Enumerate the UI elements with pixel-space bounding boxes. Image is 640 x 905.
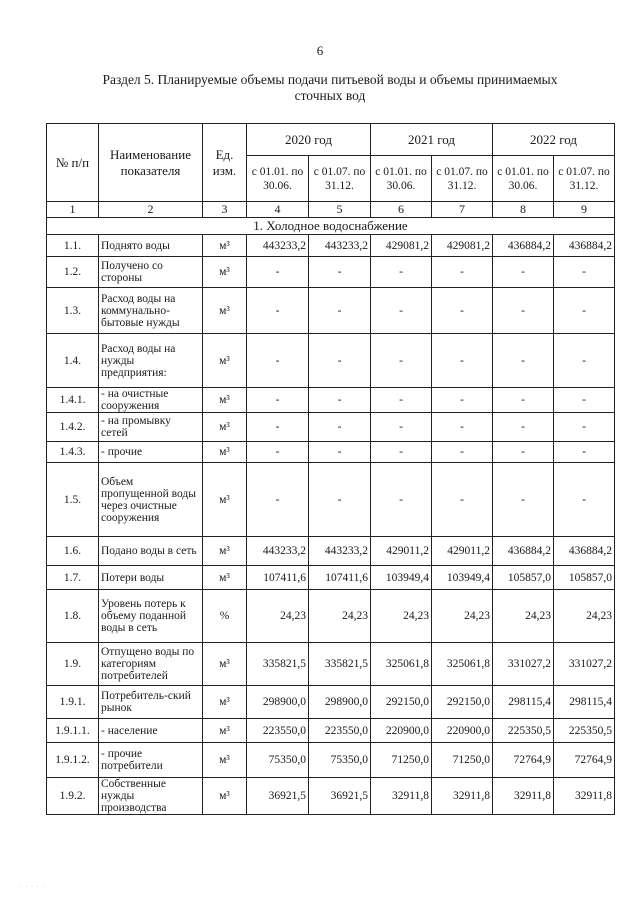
row-indicator-name: Отпущено воды по категориям потребителей xyxy=(99,643,203,686)
row-value: - xyxy=(371,442,432,463)
row-value: 24,23 xyxy=(493,590,554,643)
row-value: - xyxy=(309,257,371,288)
row-value: 223550,0 xyxy=(309,719,371,743)
row-value: 71250,0 xyxy=(371,743,432,778)
section-title: 1. Холодное водоснабжение xyxy=(47,218,615,235)
table-row xyxy=(47,288,615,334)
row-indicator-name: Расход воды на коммунально-бытовые нужды xyxy=(99,288,203,334)
row-unit: м³ xyxy=(203,235,247,257)
row-value: - xyxy=(493,288,554,334)
table-row xyxy=(47,719,615,743)
row-indicator-name: - на промывку сетей xyxy=(99,413,203,442)
column-index: 4 xyxy=(247,202,309,218)
row-unit: м³ xyxy=(203,566,247,590)
row-value: 223550,0 xyxy=(247,719,309,743)
row-value: 36921,5 xyxy=(309,778,371,815)
row-indicator-name: Поднято воды xyxy=(99,235,203,257)
header-row-years xyxy=(47,124,615,156)
row-value: - xyxy=(432,413,493,442)
row-value: 32911,8 xyxy=(432,778,493,815)
row-value: 443233,2 xyxy=(247,537,309,566)
page-number: 6 xyxy=(316,43,324,58)
row-number: 1.3. xyxy=(47,288,99,334)
row-number: 1.4.2. xyxy=(47,413,99,442)
row-value: - xyxy=(371,463,432,537)
row-value: 72764,9 xyxy=(554,743,615,778)
row-value: 298115,4 xyxy=(554,686,615,719)
row-indicator-name: Уровень потерь к объему поданной воды в сеть xyxy=(99,590,203,643)
row-indicator-name: Получено со стороны xyxy=(99,257,203,288)
row-number: 1.1. xyxy=(47,235,99,257)
row-value: - xyxy=(247,442,309,463)
row-value: - xyxy=(493,463,554,537)
row-value: 436884,2 xyxy=(554,235,615,257)
header-year-2022: 2022 год xyxy=(493,124,615,156)
row-value: 436884,2 xyxy=(493,235,554,257)
table-row xyxy=(47,537,615,566)
water-volume-table xyxy=(46,123,615,815)
row-value: 105857,0 xyxy=(554,566,615,590)
row-value: 429011,2 xyxy=(432,537,493,566)
column-index: 3 xyxy=(203,202,247,218)
row-value: 298900,0 xyxy=(309,686,371,719)
row-value: - xyxy=(247,388,309,413)
row-value: 225350,5 xyxy=(493,719,554,743)
row-value: - xyxy=(309,442,371,463)
row-unit: м³ xyxy=(203,388,247,413)
row-value: - xyxy=(247,288,309,334)
row-value: 331027,2 xyxy=(493,643,554,686)
row-value: - xyxy=(309,463,371,537)
table-row xyxy=(47,743,615,778)
header-period: с 01.07. по 31.12. xyxy=(554,156,615,202)
row-value: 325061,8 xyxy=(371,643,432,686)
row-value: 71250,0 xyxy=(432,743,493,778)
table-row xyxy=(47,388,615,413)
row-indicator-name: - прочие потребители xyxy=(99,743,203,778)
row-value: 32911,8 xyxy=(371,778,432,815)
column-index: 9 xyxy=(554,202,615,218)
row-value: 331027,2 xyxy=(554,643,615,686)
row-value: 24,23 xyxy=(432,590,493,643)
header-name: Наименование показателя xyxy=(99,124,203,202)
row-indicator-name: Собственные нужды производства xyxy=(99,778,203,815)
title-line-2: сточных вод xyxy=(294,88,366,103)
row-unit: м³ xyxy=(203,719,247,743)
column-index-row xyxy=(47,202,615,218)
row-value: - xyxy=(371,388,432,413)
row-indicator-name: Расход воды на нужды предприятия: xyxy=(99,334,203,388)
row-value: - xyxy=(371,334,432,388)
row-value: - xyxy=(309,288,371,334)
row-value: - xyxy=(493,334,554,388)
row-value: - xyxy=(247,413,309,442)
row-value: - xyxy=(554,413,615,442)
row-indicator-name: Подано воды в сеть xyxy=(99,537,203,566)
row-number: 1.4. xyxy=(47,334,99,388)
row-value: - xyxy=(554,257,615,288)
row-unit: м³ xyxy=(203,643,247,686)
row-number: 1.9.2. xyxy=(47,778,99,815)
row-value: 436884,2 xyxy=(554,537,615,566)
row-value: - xyxy=(554,463,615,537)
row-value: 24,23 xyxy=(371,590,432,643)
table-row xyxy=(47,686,615,719)
header-period: с 01.01. по 30.06. xyxy=(493,156,554,202)
row-number: 1.9.1. xyxy=(47,686,99,719)
row-unit: м³ xyxy=(203,778,247,815)
row-value: 335821,5 xyxy=(309,643,371,686)
column-index: 5 xyxy=(309,202,371,218)
row-value: 105857,0 xyxy=(493,566,554,590)
table-row xyxy=(47,257,615,288)
row-number: 1.7. xyxy=(47,566,99,590)
row-value: - xyxy=(247,257,309,288)
row-value: 220900,0 xyxy=(371,719,432,743)
row-value: 24,23 xyxy=(309,590,371,643)
row-value: 103949,4 xyxy=(371,566,432,590)
row-value: - xyxy=(247,463,309,537)
row-unit: м³ xyxy=(203,334,247,388)
row-indicator-name: - прочие xyxy=(99,442,203,463)
row-unit: м³ xyxy=(203,463,247,537)
row-value: 429081,2 xyxy=(371,235,432,257)
table-row xyxy=(47,778,615,815)
row-value: - xyxy=(554,288,615,334)
row-value: 429081,2 xyxy=(432,235,493,257)
row-unit: м³ xyxy=(203,413,247,442)
row-number: 1.5. xyxy=(47,463,99,537)
row-value: 72764,9 xyxy=(493,743,554,778)
table-row xyxy=(47,334,615,388)
row-indicator-name: Объем пропущенной воды через очистные сооружения xyxy=(99,463,203,537)
header-period: с 01.07. по 31.12. xyxy=(432,156,493,202)
row-value: 298115,4 xyxy=(493,686,554,719)
row-value: - xyxy=(554,388,615,413)
row-value: - xyxy=(432,257,493,288)
header-period: с 01.01. по 30.06. xyxy=(371,156,432,202)
row-value: 429011,2 xyxy=(371,537,432,566)
row-value: 36921,5 xyxy=(247,778,309,815)
row-indicator-name: Потери воды xyxy=(99,566,203,590)
header-year-2021: 2021 год xyxy=(371,124,493,156)
row-value: - xyxy=(309,413,371,442)
row-value: - xyxy=(432,442,493,463)
row-number: 1.4.3. xyxy=(47,442,99,463)
header-num: № п/п xyxy=(47,124,99,202)
table-row xyxy=(47,235,615,257)
row-value: 24,23 xyxy=(554,590,615,643)
row-unit: м³ xyxy=(203,686,247,719)
column-index: 6 xyxy=(371,202,432,218)
row-value: 220900,0 xyxy=(432,719,493,743)
row-value: 75350,0 xyxy=(309,743,371,778)
table-row xyxy=(47,643,615,686)
row-value: - xyxy=(432,463,493,537)
row-value: - xyxy=(432,334,493,388)
row-value: - xyxy=(371,257,432,288)
row-value: - xyxy=(371,413,432,442)
row-number: 1.4.1. xyxy=(47,388,99,413)
title-line-1: Раздел 5. Планируемые объемы подачи питьевой воды и объемы принимаемых xyxy=(102,72,558,87)
row-value: 292150,0 xyxy=(432,686,493,719)
row-number: 1.9. xyxy=(47,643,99,686)
row-value: 107411,6 xyxy=(247,566,309,590)
header-period: с 01.07. по 31.12. xyxy=(309,156,371,202)
row-value: 443233,2 xyxy=(309,537,371,566)
row-unit: м³ xyxy=(203,288,247,334)
row-unit: м³ xyxy=(203,442,247,463)
row-value: - xyxy=(247,334,309,388)
table-row xyxy=(47,413,615,442)
page-title xyxy=(60,72,600,104)
table-row xyxy=(47,566,615,590)
row-value: - xyxy=(432,388,493,413)
row-value: - xyxy=(432,288,493,334)
row-value: 103949,4 xyxy=(432,566,493,590)
header-period: с 01.01. по 30.06. xyxy=(247,156,309,202)
row-value: 292150,0 xyxy=(371,686,432,719)
row-value: - xyxy=(309,388,371,413)
row-value: - xyxy=(493,257,554,288)
scan-artifact: · · · · · xyxy=(20,884,45,890)
header-unit: Ед. изм. xyxy=(203,124,247,202)
row-value: 24,23 xyxy=(247,590,309,643)
row-value: - xyxy=(554,442,615,463)
table-row xyxy=(47,463,615,537)
row-value: 335821,5 xyxy=(247,643,309,686)
row-unit: % xyxy=(203,590,247,643)
table-row xyxy=(47,442,615,463)
column-index: 8 xyxy=(493,202,554,218)
row-value: 107411,6 xyxy=(309,566,371,590)
row-value: 298900,0 xyxy=(247,686,309,719)
row-indicator-name: Потребитель-ский рынок xyxy=(99,686,203,719)
row-unit: м³ xyxy=(203,537,247,566)
row-value: - xyxy=(493,442,554,463)
row-value: - xyxy=(554,334,615,388)
row-number: 1.9.1.2. xyxy=(47,743,99,778)
row-value: 32911,8 xyxy=(554,778,615,815)
row-value: 32911,8 xyxy=(493,778,554,815)
row-value: 443233,2 xyxy=(309,235,371,257)
table-row xyxy=(47,590,615,643)
column-index: 1 xyxy=(47,202,99,218)
row-value: 443233,2 xyxy=(247,235,309,257)
row-number: 1.9.1.1. xyxy=(47,719,99,743)
row-value: - xyxy=(371,288,432,334)
row-value: - xyxy=(493,413,554,442)
row-indicator-name: - на очистные сооружения xyxy=(99,388,203,413)
row-unit: м³ xyxy=(203,257,247,288)
column-index: 7 xyxy=(432,202,493,218)
row-value: - xyxy=(493,388,554,413)
row-value: 75350,0 xyxy=(247,743,309,778)
header-year-2020: 2020 год xyxy=(247,124,371,156)
row-indicator-name: - население xyxy=(99,719,203,743)
row-number: 1.6. xyxy=(47,537,99,566)
row-value: - xyxy=(309,334,371,388)
section-row xyxy=(47,218,615,235)
row-value: 436884,2 xyxy=(493,537,554,566)
row-unit: м³ xyxy=(203,743,247,778)
column-index: 2 xyxy=(99,202,203,218)
row-number: 1.2. xyxy=(47,257,99,288)
row-number: 1.8. xyxy=(47,590,99,643)
row-value: 325061,8 xyxy=(432,643,493,686)
row-value: 225350,5 xyxy=(554,719,615,743)
